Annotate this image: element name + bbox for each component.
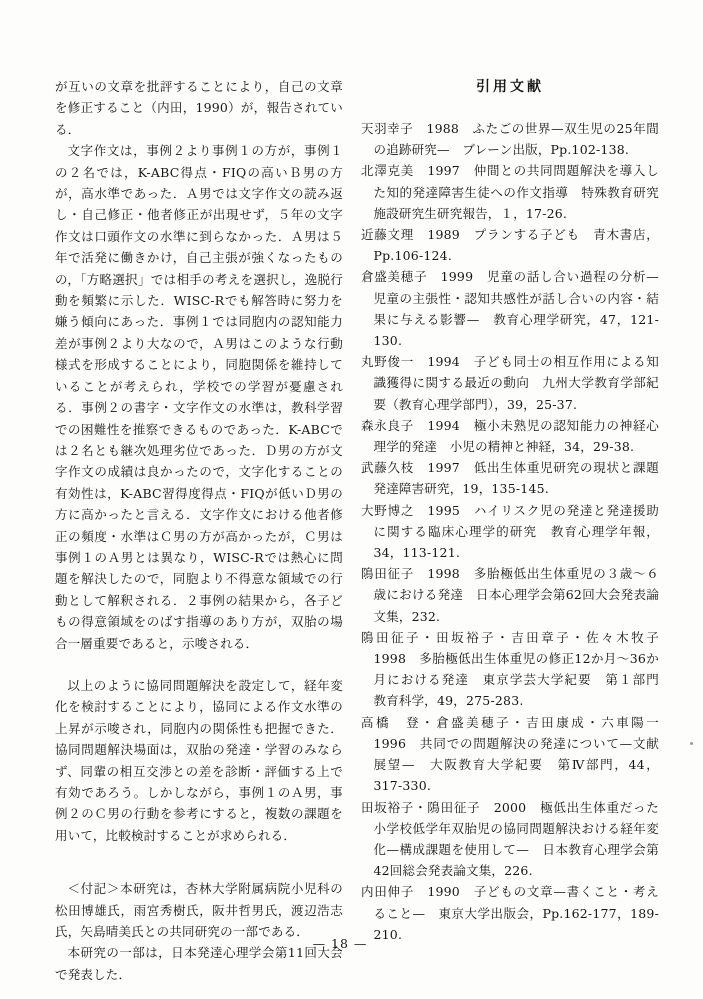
- reference-item: 丸野俊一 1994 子ども同士の相互作用による知識獲得に関する最近の動向 九州大学教育学部紀要（教育心理学部門），39，25-37.: [361, 354, 659, 412]
- reference-item: 近藤文理 1989 プランする子ども 青木書店，Pp.106-124.: [361, 227, 659, 264]
- body-text-column: [55, 76, 343, 985]
- reference-item: 倉盛美穂子 1999 児童の話し合い過程の分析—児童の主張性・認知共感性が話し合いの内容・結果に与える影響— 教育心理学研究，47，121-130.: [361, 269, 659, 349]
- reference-item: 森永良子 1994 極小未熟児の認知能力の神経心理学的発達 小児の精神と神経，34，29-38.: [361, 417, 659, 455]
- reference-item: 隝田征子・田坂裕子・吉田章子・佐々木牧子 1998 多胎極低出生体重児の修正12か月～36か月における発達 東京学芸大学紀要 第１部門 教育科学，49，275-283.: [361, 629, 672, 709]
- paragraph: 本研究の一部は，日本発達心理学会第11回大会で発表した．: [55, 945, 343, 982]
- paragraph: が互いの文章を批評することにより，自己の文章を修正すること（内田，1990）が，報告されている．: [55, 79, 343, 137]
- paragraph: 文字作文は，事例２より事例１の方が，事例１の２名では，K-ABC得点・FIQの高いＢ男の方が，高水準であった．Ａ男では文字作文の読み返し・自己修正・他者修正が出現せず，５年の文字作文は口頭作文の水準に到らなかった．Ａ男は５年で活発に働きかけ，自己主張が強くなったものの，「方略選択」では相手の考えを選択し，逸脱行動を頻繁に示した．WISC-Rでも解答時に努力を嫌う傾向にあった．事例１では同胞内の認知能力差が事例２より大なので，Ａ男はこのような行動様式を形成することにより，同胞関係を維持していることが考えられ，学校での学習が憂慮される．事例２の書字・文字作文の水準は，教科学習での困難性を推察できるものであった．K-ABCでは２名とも継次処理劣位であった．Ｄ男の方が文字作文の成績は良かったので，文字化することの有効性は，K-ABC習得度得点・FIQが低いＤ男の方に高かったと言える．文字作文における他者修正の頻度・水準はＣ男の方が高かったが，Ｃ男は事例１のＡ男とは異なり，WISC-Rでは熱心に問題を解決したので，同胞より不得意な領域での行動として解釈される．２事例の結果から，各子どもの得意領域をのばす指導のあり方が，双胎の場合一層重要であると，示唆される．: [55, 143, 343, 651]
- reference-item: 天羽幸子 1988 ふたごの世界—双生児の25年間の追跡研究— ブレーン出版，Pp.102-138.: [361, 121, 659, 158]
- reference-item: 大野博之 1995 ハイリスク児の発達と発達援助に関する臨床心理学的研究 教育心理学年報，34，113-121.: [361, 502, 659, 561]
- reference-item: 高橋 登・倉盛美穂子・吉田康成・六車陽一 1996 共同での問題解決の発達について—文献展望— 大阪教育大学紀要 第Ⅳ部門，44，317-330.: [361, 714, 672, 794]
- references-column: [361, 76, 672, 945]
- references-heading: 引用文献: [476, 79, 544, 95]
- reference-item: 隝田征子 1998 多胎極低出生体重児の３歳～６歳における発達 日本心理学会第62回大会発表論文集，232.: [361, 566, 659, 624]
- page-number: — 18 —: [312, 936, 368, 951]
- reference-item: 武藤久枝 1997 低出生体重児研究の現状と課題 発達障害研究，19，135-145.: [361, 460, 672, 497]
- paragraph: 以上のように協同問題解決を設定して，経年変化を検討することにより，協同による作文水準の上昇が示唆され，同胞内の関係性も把握できた．協同問題解決場面は，双胎の発達・学習のみならず、同輩の相互交渉との差を診断・評価する上で有効であろう。しかしながら，事例１のＡ男，事例２のＣ男の行動を参考にすると，複数の課題を用いて，比較検討することが求められる．: [55, 677, 343, 843]
- reference-item: 田坂裕子・隝田征子 2000 極低出生体重だった小学校低学年双胎児の協同問題解決おける経年変化—構成課題を使用して— 日本教育心理学会第42回総会発表論文集，226.: [361, 799, 659, 879]
- scan-speck: [690, 742, 693, 745]
- reference-item: 内田伸子 1990 子どもの文章—書くこと・考えること— 東京大学出版会，Pp.162-177，189-210.: [361, 884, 659, 942]
- reference-item: 北澤克美 1997 仲間との共同問題解決を導入した知的発達障害生徒への作文指導 特殊教育研究施設研究生研究報告，１，17-26.: [361, 163, 659, 221]
- reference-list: [361, 118, 672, 945]
- acknowledgment-paragraph: ＜付記＞本研究は，杏林大学附属病院小児科の松田博雄氏，雨宮秀樹氏，阪井哲男氏，渡辺浩志氏，矢島晴美氏との共同研究の一部である．: [55, 881, 343, 940]
